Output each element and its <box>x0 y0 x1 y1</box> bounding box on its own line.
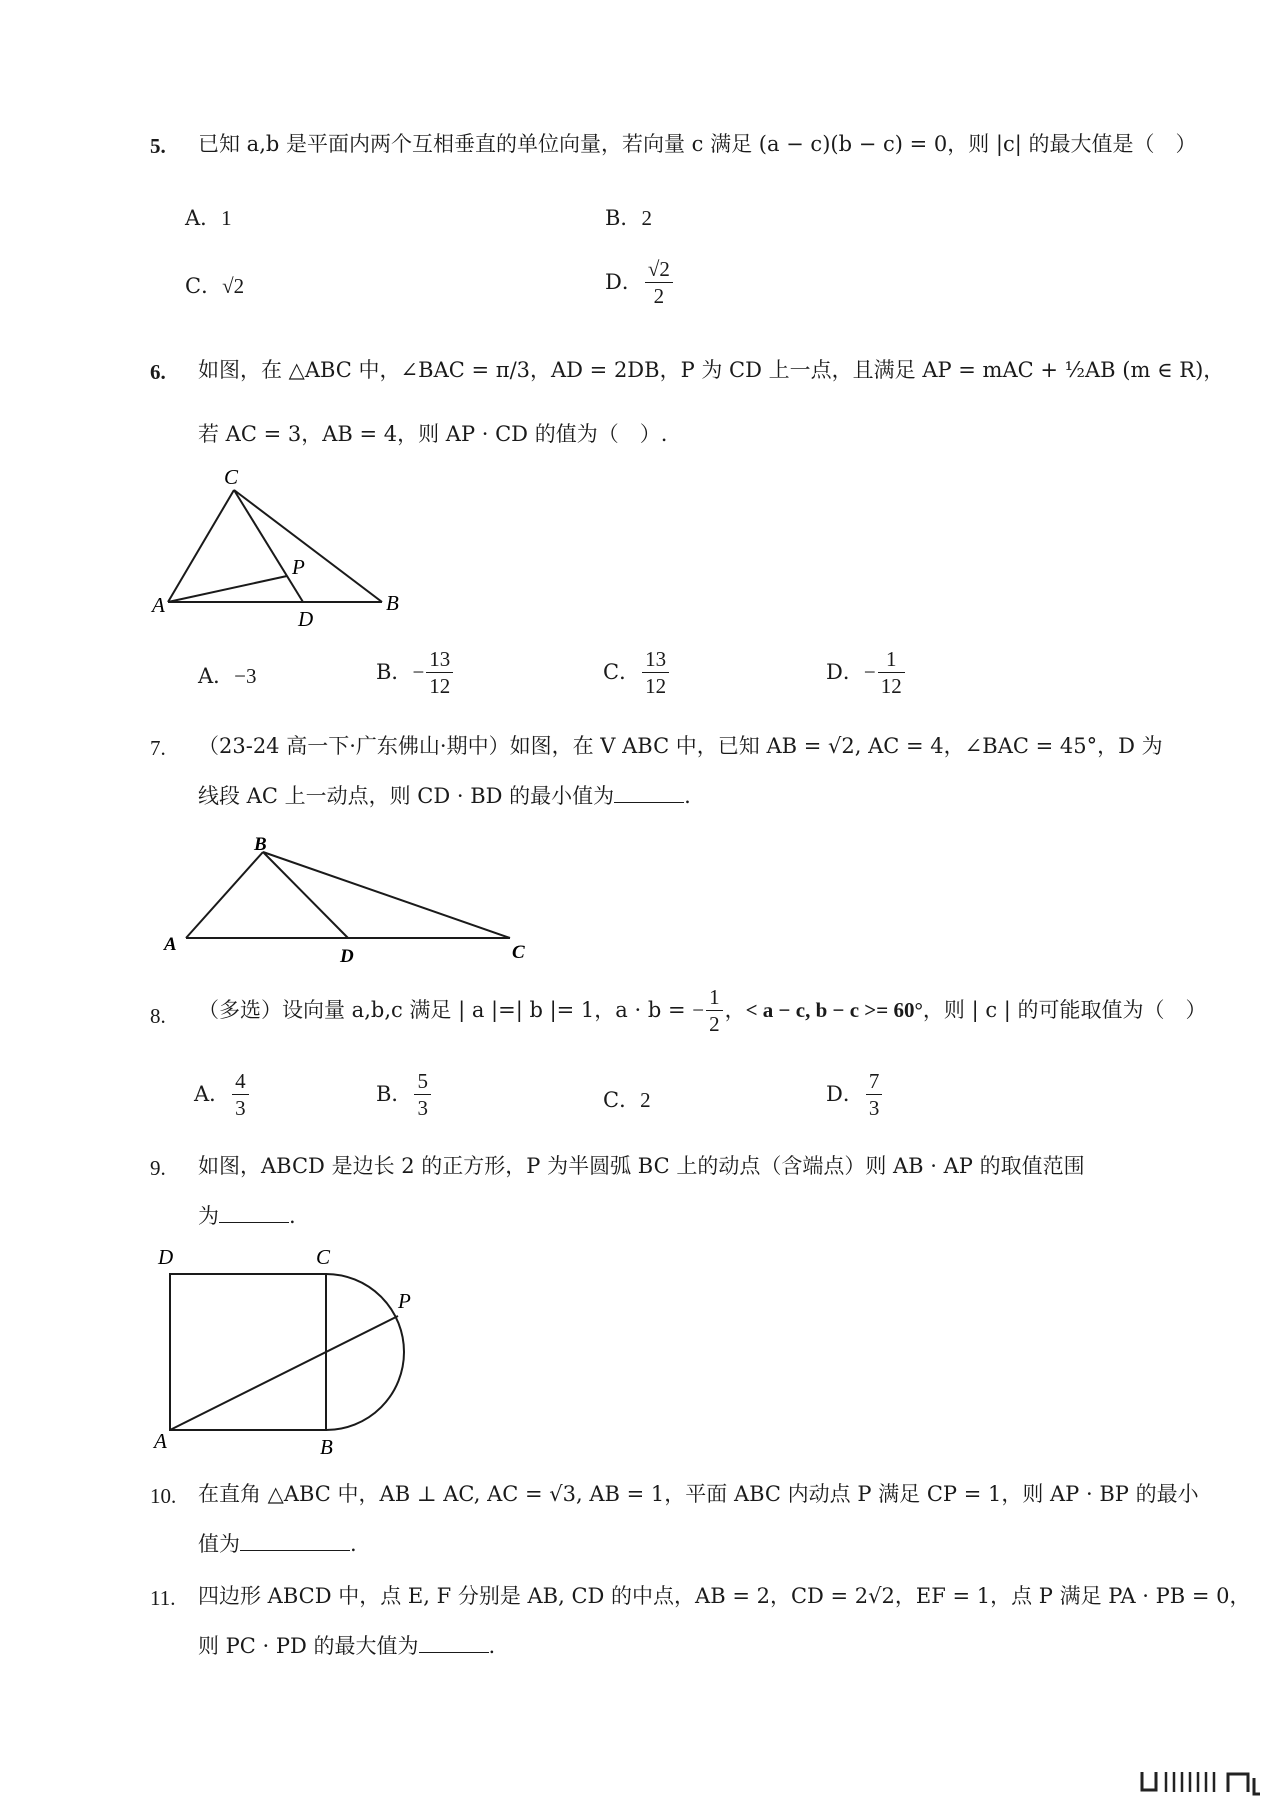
answer-blank[interactable] <box>219 1204 289 1223</box>
segment-ap <box>168 576 287 602</box>
answer-blank[interactable] <box>240 1532 350 1551</box>
q11-line2-wrap <box>198 1634 495 1657</box>
q5-stem: 已知 a,b 是平面内两个互相垂直的单位向量，若向量 c 满足 (a − c)(b − c) = 0，则 |c| 的最大值是（ ） <box>198 132 1197 156</box>
q6-triangle-figure <box>150 460 420 630</box>
option-value: 2 <box>641 206 652 230</box>
option-label: D． <box>826 1082 864 1107</box>
fraction: $\frac{7}{3}$ <box>866 1070 883 1119</box>
q9-square-semicircle-figure <box>150 1244 450 1466</box>
q9-line2: 为 <box>198 1204 219 1228</box>
label-a: A <box>164 934 177 955</box>
option-label: C． <box>185 274 223 298</box>
edge-ac <box>168 490 234 602</box>
label-c: C <box>316 1245 331 1269</box>
q9-line2-wrap <box>198 1204 296 1227</box>
q6-number: 6. <box>150 360 166 384</box>
label-c: C <box>224 465 239 489</box>
q10-line1: 在直角 △ABC 中，AB ⊥ AC, AC = √3, AB = 1，平面 ABC 内动点 P 满足 CP = 1，则 AP · BP 的最小 <box>198 1482 1199 1506</box>
fraction: $\frac{1}{12}$ <box>878 648 905 697</box>
option-label: C． <box>603 660 641 685</box>
q5-option-b[interactable] <box>605 208 652 229</box>
q8-stem <box>198 986 1207 1035</box>
label-b: B <box>320 1435 333 1459</box>
period: . <box>488 1634 496 1658</box>
label-d: D <box>298 607 314 630</box>
q8-option-a[interactable] <box>194 1070 251 1119</box>
q8-option-b[interactable] <box>376 1070 433 1119</box>
q8-option-d[interactable] <box>826 1070 884 1119</box>
q8-stem-part2: ， <box>724 998 746 1023</box>
q8-number: 8. <box>150 1004 166 1028</box>
option-value: √2 <box>222 274 245 298</box>
q7-number: 7. <box>150 736 166 760</box>
edge-cb <box>234 490 382 602</box>
edge-bc <box>263 852 510 938</box>
option-value: 2 <box>640 1088 651 1112</box>
option-sign: − <box>412 660 425 685</box>
segment-bd <box>263 852 348 938</box>
q7-line1: （23-24 高一下·广东佛山·期中）如图，在 V ABC 中，已知 AB = √2, AC = 4，∠BAC = 45°，D 为 <box>198 734 1163 758</box>
option-label: B． <box>605 206 642 230</box>
option-label: D． <box>605 270 643 295</box>
corner-logo-icon <box>1136 1768 1266 1798</box>
q6-option-b[interactable] <box>376 648 455 697</box>
label-a: A <box>154 1429 167 1453</box>
fraction: $\frac{√2}{2}$ <box>645 258 673 307</box>
option-label: A． <box>194 1082 231 1107</box>
q8-stem-part3: ，则 | c | 的可能取值为（ ） <box>922 998 1207 1023</box>
q5-option-a[interactable] <box>185 208 232 229</box>
label-d: D <box>340 946 354 967</box>
fraction: $\frac{5}{3}$ <box>414 1070 431 1119</box>
q8-stem-part1: （多选）设向量 a,b,c 满足 | a |=| b |= 1，a · b = <box>198 998 693 1023</box>
q9-number: 9. <box>150 1156 166 1180</box>
q11-line2: 则 PC · PD 的最大值为 <box>198 1634 419 1658</box>
q5-number: 5. <box>150 134 166 158</box>
q5-option-d[interactable] <box>605 258 675 307</box>
minus-sign: − <box>692 998 705 1023</box>
option-label: A． <box>185 206 222 230</box>
fraction: $\frac{13}{12}$ <box>642 648 669 697</box>
label-p: P <box>292 555 305 579</box>
period: . <box>289 1204 296 1228</box>
label-a: A <box>152 593 165 617</box>
option-value: −3 <box>234 664 257 688</box>
q6-line1: 如图，在 △ABC 中，∠BAC = π/3，AD = 2DB，P 为 CD 上一点，且满足 AP = mAC + ½AB (m ∈ R)， <box>198 358 1225 382</box>
q7-triangle-figure <box>150 830 550 970</box>
period: . <box>684 784 691 808</box>
q8-option-c[interactable] <box>603 1090 651 1111</box>
option-sign: − <box>863 660 876 685</box>
q11-number: 11. <box>150 1586 176 1610</box>
q6-option-c[interactable] <box>603 648 671 697</box>
option-label: B． <box>376 660 413 685</box>
q7-line2-wrap <box>198 784 691 807</box>
q8-angle-condition: < a − c, b − c >= 60° <box>745 998 923 1023</box>
option-label: B． <box>376 1082 413 1107</box>
fraction: $\frac{4}{3}$ <box>232 1070 249 1119</box>
label-b: B <box>386 591 399 615</box>
option-label: D． <box>826 660 864 685</box>
option-label: C． <box>603 1088 641 1112</box>
fraction: $\frac{13}{12}$ <box>426 648 453 697</box>
answer-blank[interactable] <box>419 1634 489 1653</box>
q10-line2: 值为 <box>198 1532 240 1556</box>
semicircle-arc-bc <box>326 1274 404 1430</box>
q7-line2: 线段 AC 上一动点，则 CD · BD 的最小值为 <box>198 784 615 808</box>
fraction: $\frac{1}{2}$ <box>706 986 723 1035</box>
q10-number: 10. <box>150 1484 177 1508</box>
q9-line1: 如图，ABCD 是边长 2 的正方形，P 为半圆弧 BC 上的动点（含端点）则 AB · AP 的取值范围 <box>198 1154 1085 1178</box>
option-value: 1 <box>221 206 232 230</box>
label-p: P <box>398 1289 411 1313</box>
answer-blank[interactable] <box>614 784 684 803</box>
square-abcd <box>170 1274 326 1430</box>
q5-option-c[interactable] <box>185 276 244 297</box>
segment-ap <box>170 1316 398 1430</box>
option-label: A． <box>198 664 235 688</box>
q6-option-a[interactable] <box>198 666 257 687</box>
period: . <box>350 1532 357 1556</box>
label-d: D <box>158 1245 174 1269</box>
label-c: C <box>512 942 525 963</box>
edge-ab <box>186 852 263 938</box>
q6-line2: 若 AC = 3，AB = 4，则 AP · CD 的值为（ ）. <box>198 422 668 446</box>
q6-option-d[interactable] <box>826 648 907 697</box>
q10-line2-wrap <box>198 1532 357 1555</box>
q11-line1: 四边形 ABCD 中，点 E, F 分别是 AB, CD 的中点，AB = 2，CD = 2√2，EF = 1，点 P 满足 PA · PB = 0， <box>198 1584 1251 1608</box>
label-b: B <box>254 834 267 855</box>
